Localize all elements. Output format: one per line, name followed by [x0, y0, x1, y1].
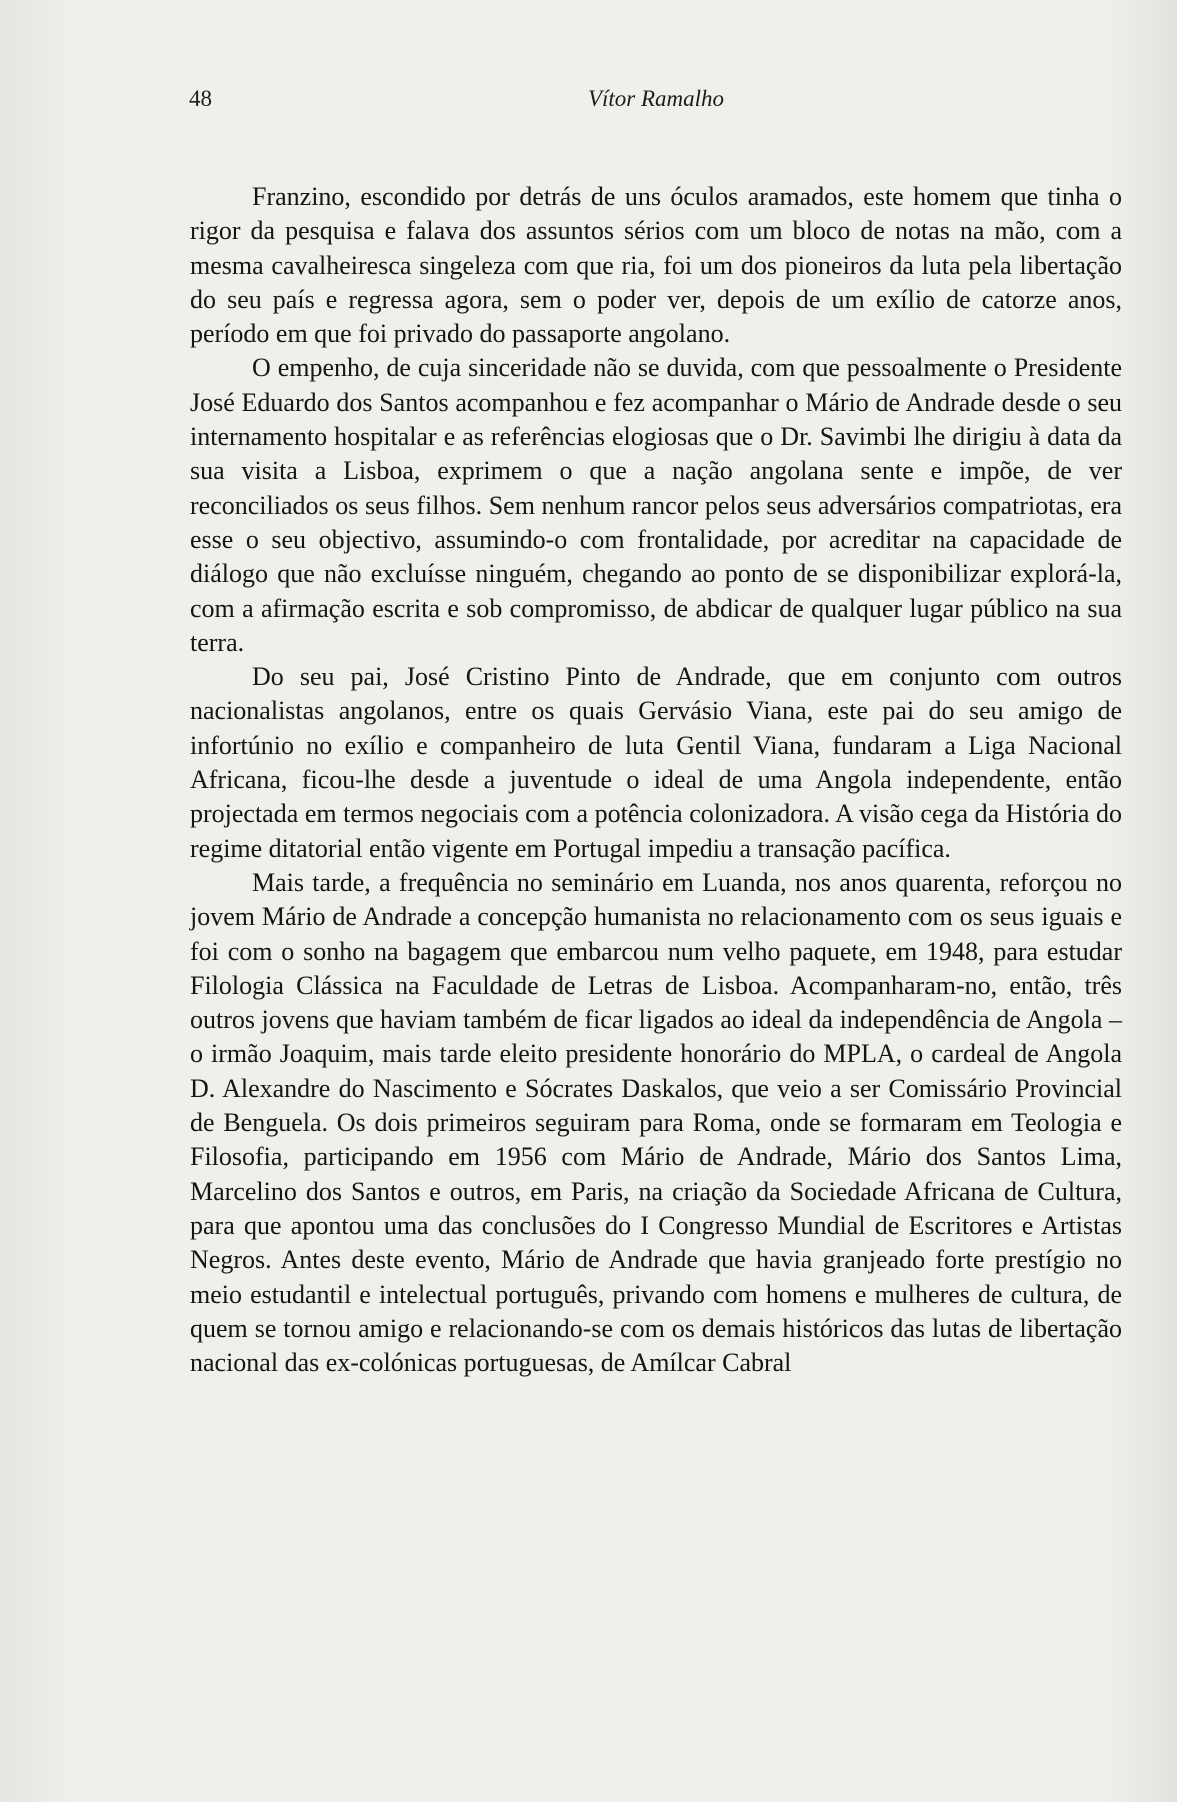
- paragraph-4: Mais tarde, a frequência no seminário em Luanda, nos anos quarenta, reforçou no jovem Mário de Andrade a concepção humanista no relacionamento com os seus iguais e foi com o sonho na bagagem que embarcou num velho paquete, em 1948, para estudar Filologia Clássica na Faculdade de Letras de Lisboa. Acompanharam-no, então, três outros jovens que haviam também de ficar ligados ao ideal da independência de Angola – o irmão Joaquim, mais tarde eleito presidente honorário do MPLA, o cardeal de Angola D. Alexandre do Nascimento e Sócrates Daskalos, que veio a ser Comissário Provincial de Benguela. Os dois primeiros seguiram para Roma, onde se formaram em Teologia e Filosofia, participando em 1956 com Mário de Andrade, Mário dos Santos Lima, Marcelino dos Santos e outros, em Paris, na criação da Sociedade Africana de Cultura, para que apontou uma das conclusões do I Congresso Mundial de Escritores e Artistas Negros. Antes deste evento, Mário de Andrade que havia granjeado forte prestígio no meio estudantil e intelectual português, privando com homens e mulheres de cultura, de quem se tornou amigo e relacionando-se com os demais históricos das lutas de libertação nacional das ex-colónicas portuguesas, de Amílcar Cabral: [190, 867, 1122, 1378]
- paragraph-2: O empenho, de cuja sinceridade não se duvida, com que pessoalmente o Presidente José Eduardo dos Santos acompanhou e fez acompanhar o Mário de Andrade desde o seu internamento hospitalar e as referências elogiosas que o Dr. Savimbi lhe dirigiu à data da sua visita a Lisboa, exprimem o que a nação angolana sente e impõe, de ver reconciliados os seus filhos. Sem nenhum rancor pelos seus adversários compatriotas, era esse o seu objectivo, assumindo-o com frontalidade, por acreditar na capacidade de diálogo que não excluísse ninguém, chegando ao ponto de se disponibilizar explorá-la, com a afirmação escrita e sob compromisso, de abdicar de qualquer lugar público na sua terra.: [190, 353, 1122, 657]
- paragraph-1: Franzino, escondido por detrás de uns óculos aramados, este homem que tinha o rigor da pesquisa e falava dos assuntos sérios com um bloco de notas na mão, com a mesma cavalheiresca singeleza com que ria, foi um dos pioneiros da luta pela libertação do seu país e regressa agora, sem o poder ver, depois de um exílio de catorze anos, período em que foi privado do passaporte angolano.: [190, 182, 1122, 349]
- page-number: 48: [189, 86, 212, 111]
- running-head: [189, 86, 1123, 118]
- running-head-title: Vítor Ramalho: [587, 86, 725, 111]
- body-text: [190, 180, 1122, 1380]
- paragraph-3: Do seu pai, José Cristino Pinto de Andrade, que em conjunto com outros nacionalistas angolanos, entre os quais Gervásio Viana, este pai do seu amigo de infortúnio no exílio e companheiro de luta Gentil Viana, fundaram a Liga Nacional Africana, ficou-lhe desde a juventude o ideal de uma Angola independente, então projectada em termos negociais com a potência colonizadora. A visão cega da História do regime ditatorial então vigente em Portugal impediu a transação pacífica.: [190, 662, 1122, 863]
